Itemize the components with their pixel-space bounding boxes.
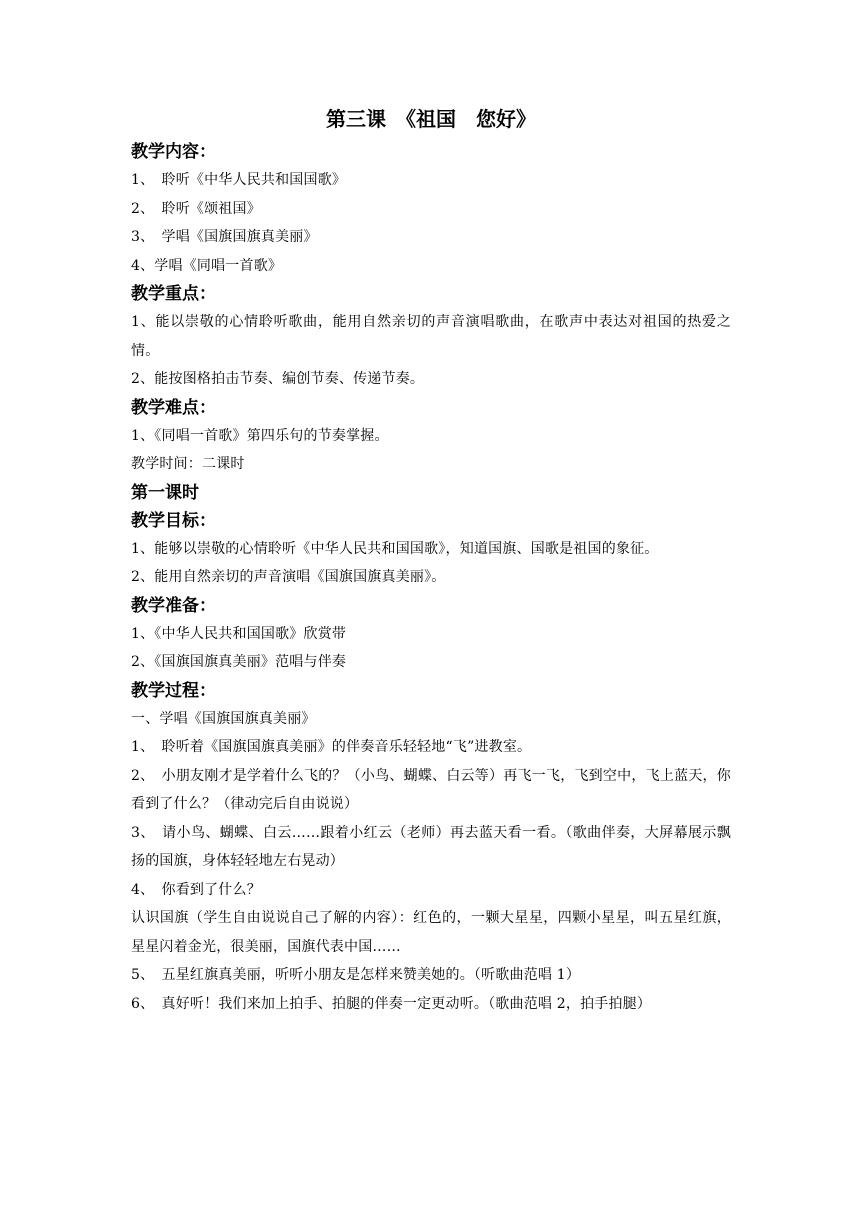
paragraph: 5、 五星红旗真美丽，听听小朋友是怎样来赞美她的。（听歌曲范唱 1） — [131, 967, 581, 983]
paragraph: 3、 学唱《国旗国旗真美丽》 — [131, 229, 318, 245]
section-heading: 教学难点： — [131, 397, 216, 418]
paragraph: 1、 聆听着《国旗国旗真美丽》的伴奏音乐轻轻地“飞”进教室。 — [131, 739, 532, 755]
section-heading: 教学准备： — [131, 595, 216, 616]
paragraph: 6、 真好听！我们来加上拍手、拍腿的伴奏一定更动听。（歌曲范唱 2，拍手拍腿） — [131, 995, 652, 1012]
paragraph: 4、 你看到了什么？ — [131, 881, 261, 898]
paragraph: 2、 聆听《颂祖国》 — [131, 200, 261, 217]
paragraph: 1、《同唱一首歌》第四乐句的节奏掌握。 — [131, 427, 389, 444]
paragraph: 1、《中华人民共和国国歌》欣赏带 — [131, 625, 347, 642]
paragraph: 2、能按图格拍击节奏、编创节奏、传递节奏。 — [131, 371, 425, 387]
paragraph: 1、能以崇敬的心情聆听歌曲，能用自然亲切的声音演唱歌曲，在歌声中表达对祖国的热爱之情。 — [131, 314, 731, 359]
paragraph: 2、能用自然亲切的声音演唱《国旗国旗真美丽》。 — [131, 569, 446, 585]
paragraph: 一、学唱《国旗国旗真美丽》 — [131, 710, 316, 727]
paragraph: 1、 聆听《中华人民共和国国歌》 — [131, 172, 347, 188]
paragraph: 2、 小朋友刚才是学着什么飞的？（小鸟、蝴蝶、白云等）再飞一飞，飞到空中，飞上蓝天，你看到了什么？（律动完后自由说说） — [131, 767, 731, 812]
paragraph: 认识国旗（学生自由说说自己了解的内容）：红色的，一颗大星星，四颗小星星，叫五星红旗，星星闪着金光，很美丽，国旗代表中国…… — [131, 910, 731, 955]
paragraph: 3、 请小鸟、蝴蝶、白云……跟着小红云（老师）再去蓝天看一看。（歌曲伴奏，大屏幕展示飘扬的国旗，身体轻轻地左右晃动） — [131, 824, 731, 869]
section-heading: 教学目标： — [131, 510, 216, 531]
paragraph: 4、学唱《同唱一首歌》 — [131, 257, 283, 274]
paragraph: 1、能够以崇敬的心情聆听《中华人民共和国国歌》，知道国旗、国歌是祖国的象征。 — [131, 540, 659, 557]
paragraph: 教学时间：二课时 — [131, 456, 245, 472]
section-heading: 教学内容： — [131, 142, 216, 162]
document-page — [131, 102, 731, 1018]
section-heading: 第一课时 — [131, 482, 199, 503]
document-title: 第三课 《祖国 您好》 — [326, 107, 536, 131]
section-heading: 教学重点： — [131, 284, 216, 304]
document-body — [131, 138, 731, 1018]
section-heading: 教学过程： — [131, 680, 216, 701]
paragraph: 2、《国旗国旗真美丽》范唱与伴奏 — [131, 654, 347, 670]
